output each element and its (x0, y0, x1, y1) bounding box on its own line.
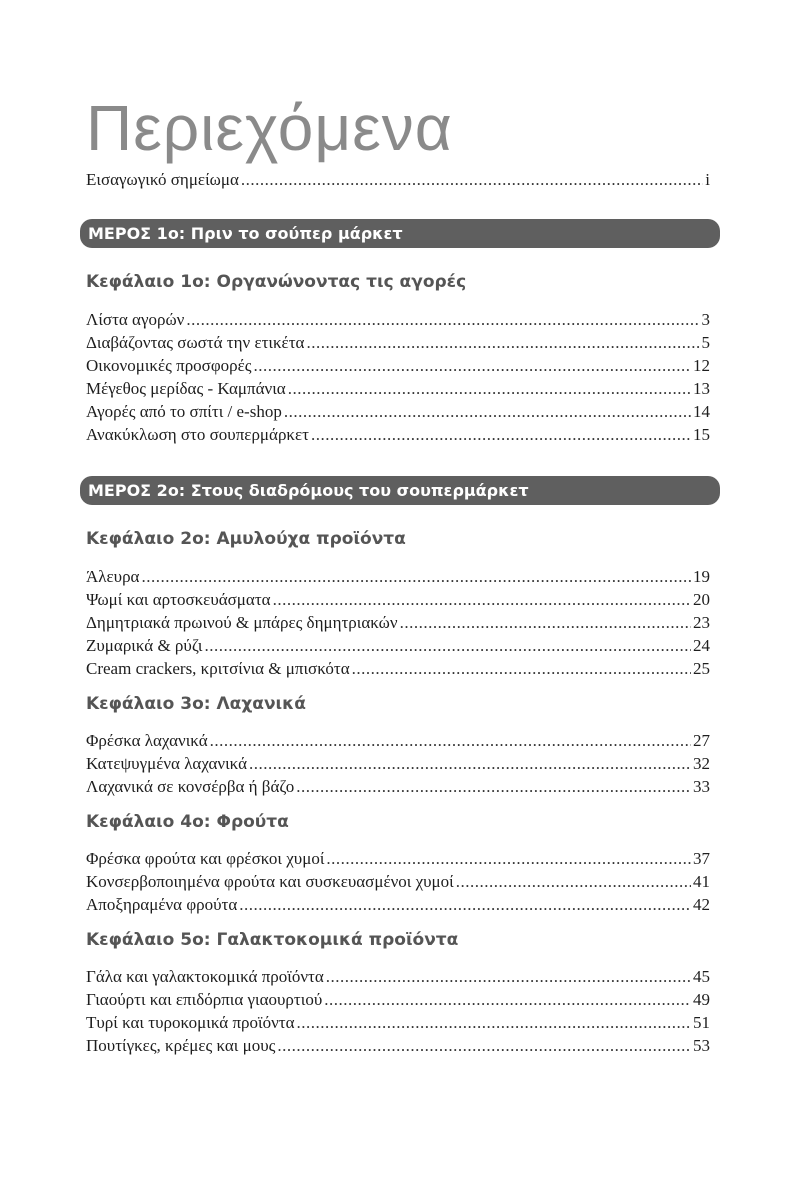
dot-leader (352, 659, 691, 679)
dot-leader (326, 967, 691, 987)
toc-entry[interactable] (80, 567, 720, 590)
toc-entry[interactable] (80, 872, 720, 895)
toc-entry-page: 33 (693, 777, 710, 796)
toc-entry[interactable] (80, 967, 720, 990)
toc-entry-page: 32 (693, 754, 710, 773)
page-title: Περιεχόμενα (86, 91, 453, 164)
dot-leader (141, 567, 691, 587)
toc-entry-page: 45 (693, 967, 710, 986)
toc-entry-label: Τυρί και τυροκομικά προϊόντα (86, 1013, 295, 1032)
toc-entry[interactable] (80, 613, 720, 636)
toc-entry[interactable] (80, 731, 720, 754)
toc-entry-label: Λίστα αγορών (86, 310, 185, 329)
toc-entry-label: Ψωμί και αρτοσκευάσματα (86, 590, 271, 609)
toc-entry-page: 13 (693, 379, 710, 398)
dot-leader (326, 849, 691, 869)
toc-entry[interactable] (80, 754, 720, 777)
table-of-contents (80, 168, 720, 1059)
dot-leader (204, 636, 691, 656)
dot-leader (210, 731, 691, 751)
toc-entry-label: Γάλα και γαλακτοκομικά προϊόντα (86, 967, 324, 986)
toc-entry[interactable] (80, 379, 720, 402)
toc-entry-label: Μέγεθος μερίδας - Καμπάνια (86, 379, 286, 398)
toc-entry-page: 51 (693, 1013, 710, 1032)
toc-entry-label: Κατεψυγμένα λαχανικά (86, 754, 248, 773)
part-heading-2: ΜΕΡΟΣ 2ο: Στους διαδρόμους του σουπερμάρκετ (80, 476, 720, 505)
toc-entry-label: Ανακύκλωση στο σουπερμάρκετ (86, 425, 309, 444)
toc-entry[interactable] (80, 636, 720, 659)
toc-entry-label: Πουτίγκες, κρέμες και μους (86, 1036, 276, 1055)
dot-leader (254, 356, 691, 376)
toc-entry-page: i (705, 170, 710, 189)
dot-leader (297, 1013, 691, 1033)
toc-entry-label: Κονσερβοποιημένα φρούτα και συσκευασμένοι χυμοί (86, 872, 454, 891)
toc-entry[interactable] (80, 590, 720, 613)
toc-entry-page: 42 (693, 895, 710, 914)
toc-entry-page: 20 (693, 590, 710, 609)
toc-entry[interactable] (80, 356, 720, 379)
toc-entry[interactable] (80, 425, 720, 448)
toc-entry-page: 12 (693, 356, 710, 375)
toc-entry-page: 25 (693, 659, 710, 678)
toc-entry[interactable] (80, 402, 720, 425)
toc-entry-page: 41 (693, 872, 710, 891)
chapter-heading-4: Κεφάλαιο 4ο: Φρούτα (86, 812, 289, 832)
dot-leader (186, 310, 699, 330)
toc-entry-label: Φρέσκα φρούτα και φρέσκοι χυμοί (86, 849, 325, 868)
dot-leader (306, 333, 699, 353)
toc-entry-label: Ζυμαρικά & ρύζι (86, 636, 203, 655)
toc-entry-label: Εισαγωγικό σημείωμα (86, 170, 239, 189)
toc-entry[interactable] (80, 1036, 720, 1059)
chapter-heading-5: Κεφάλαιο 5ο: Γαλακτοκομικά προϊόντα (86, 930, 459, 950)
dot-leader (273, 590, 691, 610)
toc-entry-label: Δημητριακά πρωινού & μπάρες δημητριακών (86, 613, 398, 632)
dot-leader (239, 895, 691, 915)
toc-entry[interactable] (80, 849, 720, 872)
dot-leader (249, 754, 691, 774)
toc-entry-label: Αγορές από το σπίτι / e-shop (86, 402, 282, 421)
toc-entry[interactable] (80, 659, 720, 682)
toc-entry-page: 53 (693, 1036, 710, 1055)
toc-entry-label: Οικονομικές προσφορές (86, 356, 252, 375)
toc-entry-page: 23 (693, 613, 710, 632)
toc-entry-page: 14 (693, 402, 710, 421)
toc-entry-page: 49 (693, 990, 710, 1009)
toc-entry[interactable] (80, 777, 720, 800)
chapter-heading-3: Κεφάλαιο 3ο: Λαχανικά (86, 694, 306, 714)
toc-entry-page: 5 (701, 333, 710, 352)
toc-entry-label: Φρέσκα λαχανικά (86, 731, 208, 750)
dot-leader (311, 425, 691, 445)
toc-entry-page: 15 (693, 425, 710, 444)
toc-entry-intro[interactable] (80, 170, 720, 193)
toc-entry-page: 3 (701, 310, 710, 329)
toc-entry[interactable] (80, 990, 720, 1013)
toc-entry[interactable] (80, 895, 720, 918)
dot-leader (284, 402, 691, 422)
toc-entry-label: Άλευρα (86, 567, 140, 586)
dot-leader (277, 1036, 691, 1056)
toc-entry-label: Λαχανικά σε κονσέρβα ή βάζο (86, 777, 295, 796)
toc-entry-page: 27 (693, 731, 710, 750)
dot-leader (241, 170, 703, 190)
toc-entry-label: Γιαούρτι και επιδόρπια γιαουρτιού (86, 990, 323, 1009)
part-heading-1: ΜΕΡΟΣ 1ο: Πριν το σούπερ μάρκετ (80, 219, 720, 248)
dot-leader (456, 872, 691, 892)
toc-entry-page: 19 (693, 567, 710, 586)
dot-leader (400, 613, 691, 633)
toc-entry[interactable] (80, 310, 720, 333)
toc-entry-page: 24 (693, 636, 710, 655)
toc-entry-label: Διαβάζοντας σωστά την ετικέτα (86, 333, 305, 352)
toc-entry-label: Αποξηραμένα φρούτα (86, 895, 238, 914)
toc-entry[interactable] (80, 333, 720, 356)
dot-leader (288, 379, 691, 399)
toc-entry-label: Cream crackers, κριτσίνια & μπισκότα (86, 659, 350, 678)
toc-entry[interactable] (80, 1013, 720, 1036)
dot-leader (324, 990, 691, 1010)
toc-entry-page: 37 (693, 849, 710, 868)
dot-leader (296, 777, 691, 797)
chapter-heading-2: Κεφάλαιο 2ο: Αμυλούχα προϊόντα (86, 529, 406, 549)
chapter-heading-1: Κεφάλαιο 1ο: Οργανώνοντας τις αγορές (86, 272, 467, 292)
